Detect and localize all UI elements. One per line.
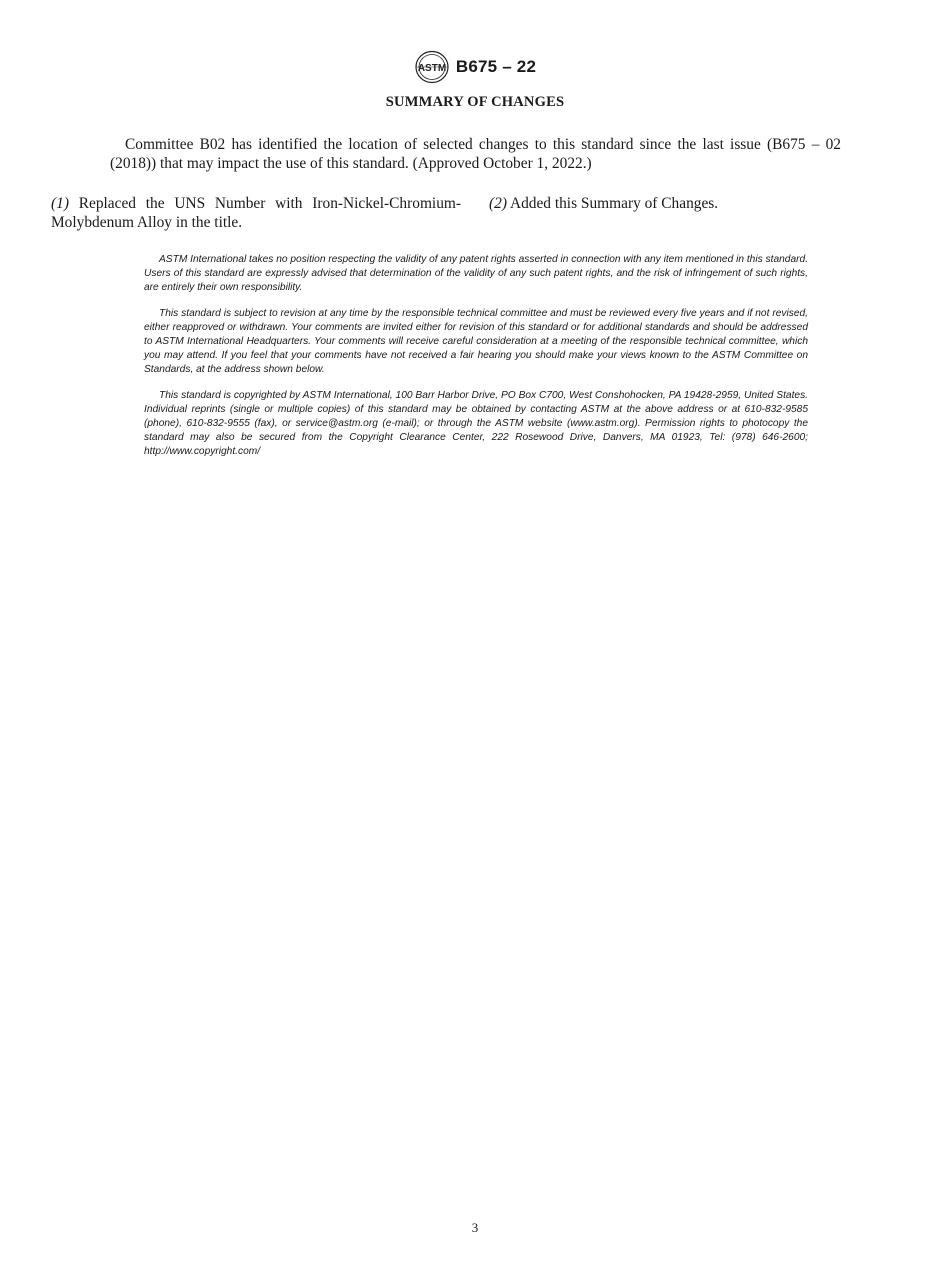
- astm-logo-text: ASTM: [417, 63, 447, 74]
- intro-paragraph: Committee B02 has identified the location of selected changes to this standard since the last issue (B675 – 02 (2018)) that may impact the use of this standard. (Approved October 1, 2022.): [110, 136, 841, 172]
- section-title: SUMMARY OF CHANGES: [385, 94, 565, 110]
- change-text: Added this Summary of Changes.: [509, 195, 719, 212]
- astm-logo-icon: [414, 50, 450, 84]
- change-number: (2): [489, 195, 507, 212]
- change-number: (1): [51, 195, 69, 212]
- legal-notices: [144, 253, 808, 471]
- changes-list: [51, 194, 841, 232]
- copyright-notice: This standard is copyrighted by ASTM International, 100 Barr Harbor Drive, PO Box C700, West Conshohocken, PA 19428-2959, United States. Individual reprints (single or multiple copies) of this standard may be obtained by contacting ASTM at the above address or at 610-832-9585 (phone), 610-832-9555 (fax), or service@astm.org (e-mail); or through the ASTM website (www.astm.org). Permission rights to photocopy the standard may also be secured from the Copyright Clearance Center, 222 Rosewood Drive, Danvers, MA 01923, Tel: (978) 646-2600; http://www.copyright.com/: [144, 390, 808, 457]
- document-header: [0, 50, 950, 89]
- revision-notice: This standard is subject to revision at any time by the responsible technical committee and must be reviewed every five years and if not revised, either reapproved or withdrawn. Your comments are invited either for revision of this standard or for additional standards and should be addressed to ASTM International Headquarters. Your comments will receive careful consideration at a meeting of the responsible technical committee, which you may attend. If you feel that your comments have not received a fair hearing you should make your views known to the ASTM Committee on Standards, at the address shown below.: [144, 308, 808, 375]
- change-text: Replaced the UNS Number with Iron-Nickel-Chromium-Molybdenum Alloy in the title.: [51, 195, 461, 231]
- patent-notice: ASTM International takes no position respecting the validity of any patent rights asserted in connection with any item mentioned in this standard. Users of this standard are expressly advised that determination of the validity of any such patent rights, and the risk of infringement of such rights, are entirely their own responsibility.: [144, 254, 808, 293]
- page-number: 3: [471, 1220, 479, 1235]
- change-item: [489, 194, 819, 232]
- change-item: [51, 194, 461, 232]
- standard-designation: B675 – 22: [455, 57, 537, 76]
